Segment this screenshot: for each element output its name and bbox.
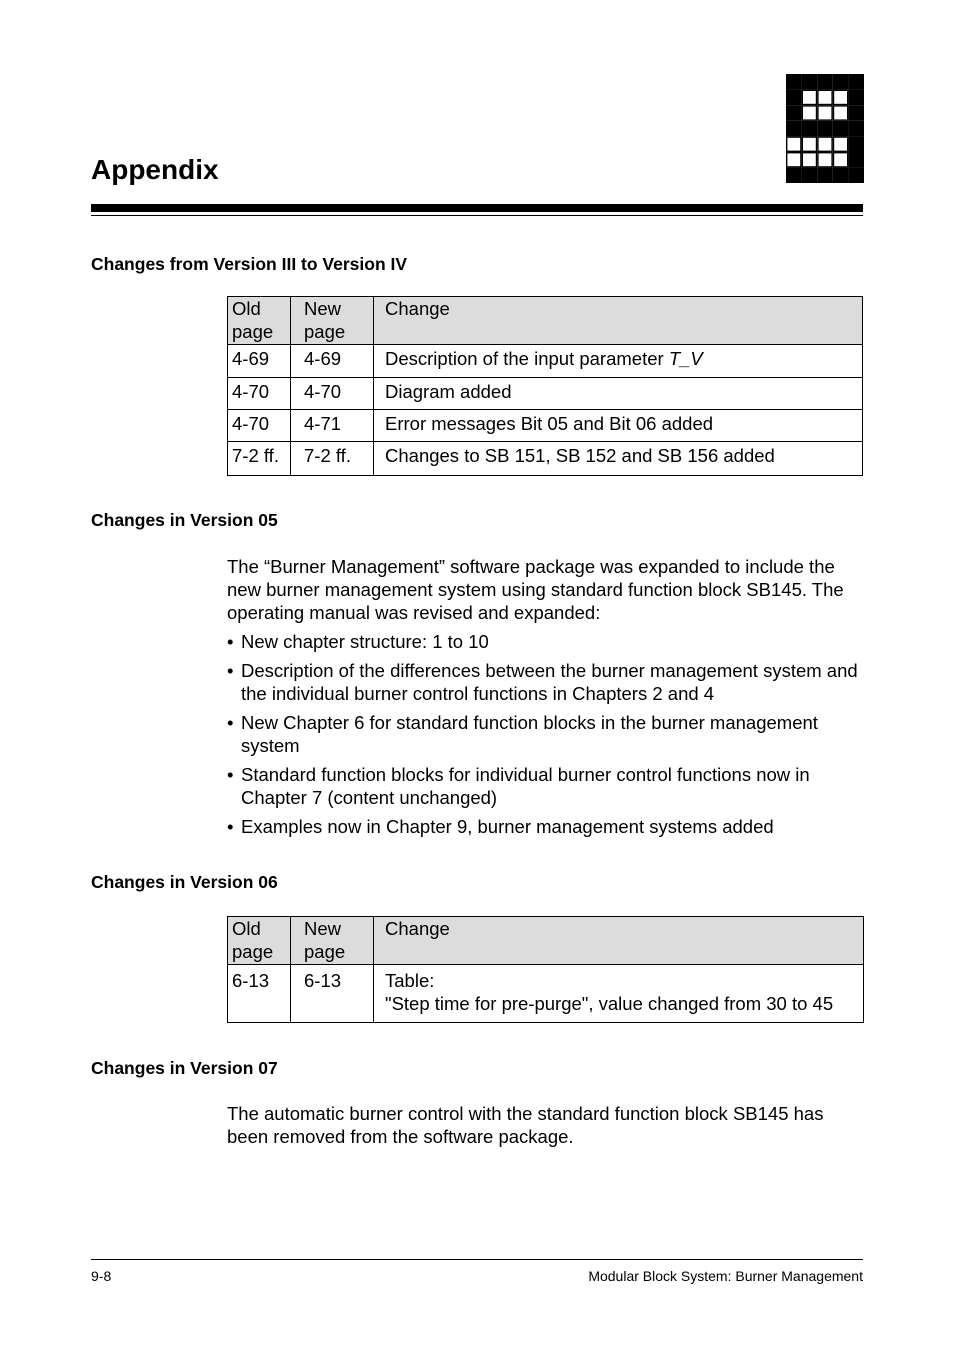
header-rule-thick: [91, 204, 863, 212]
changes-table-v06: [227, 916, 864, 1023]
cell-change: Diagram added: [374, 378, 863, 410]
cell-old: 6-13: [228, 965, 291, 1023]
intro-paragraph-v05: The “Burner Management” software package was expanded to include the new burner management system using standard function block SB145. The operating manual was revised and expanded:: [227, 556, 844, 623]
section-heading-v07: Changes in Version 07: [91, 1058, 278, 1078]
cell-old: 7-2 ff.: [228, 442, 291, 476]
list-item: • New chapter structure: 1 to 10: [227, 631, 489, 652]
table-row: [228, 965, 864, 1023]
table-header-row: [228, 297, 863, 345]
cell-change: Error messages Bit 05 and Bit 06 added: [374, 410, 863, 442]
footer-rule: [91, 1259, 863, 1260]
col-new-page: New page: [291, 917, 374, 965]
cell-old: 4-70: [228, 378, 291, 410]
cell-new: 7-2 ff.: [291, 442, 374, 476]
section-heading-v05: Changes in Version 05: [91, 510, 278, 530]
table-row: [228, 442, 863, 476]
table-row: [228, 345, 863, 378]
col-old-page: Old page: [228, 297, 291, 345]
page-number: 9-8: [91, 1268, 112, 1284]
cell-new: 4-70: [291, 378, 374, 410]
col-old-page: Old page: [228, 917, 291, 965]
changes-list-v05: [227, 630, 863, 844]
header-rule-thin: [91, 215, 863, 216]
list-item: • Description of the differences between the burner management system and the individual burner control functions in Chapters 2 and 4: [227, 660, 858, 704]
col-new-page: New page: [291, 297, 374, 345]
table-header-row: [228, 917, 864, 965]
section-heading-v06: Changes in Version 06: [91, 872, 278, 892]
col-change: Change: [374, 917, 864, 965]
cell-new: 4-71: [291, 410, 374, 442]
document-title: Modular Block System: Burner Management: [588, 1268, 863, 1284]
list-item: • Standard function blocks for individual burner control functions now in Chapter 7 (content unchanged): [227, 764, 810, 808]
page-title: Appendix: [91, 154, 219, 185]
cell-change: Changes to SB 151, SB 152 and SB 156 added: [374, 442, 863, 476]
cell-old: 4-70: [228, 410, 291, 442]
cell-change: Table: "Step time for pre-purge", value changed from 30 to 45: [374, 965, 864, 1023]
section-heading-v3-v4: Changes from Version III to Version IV: [91, 254, 408, 274]
grid-logo-icon: [786, 74, 864, 183]
cell-change: Description of the input parameter T_V: [374, 345, 863, 378]
paragraph-v07: The automatic burner control with the standard function block SB145 has been removed from the software package.: [227, 1103, 824, 1147]
col-change: Change: [374, 297, 863, 345]
changes-table-v3-v4: [227, 296, 863, 476]
table-row: [228, 378, 863, 410]
cell-new: 6-13: [291, 965, 374, 1023]
cell-new: 4-69: [291, 345, 374, 378]
cell-old: 4-69: [228, 345, 291, 378]
table-row: [228, 410, 863, 442]
list-item: • Examples now in Chapter 9, burner management systems added: [227, 816, 774, 837]
list-item: • New Chapter 6 for standard function blocks in the burner management system: [227, 712, 818, 756]
